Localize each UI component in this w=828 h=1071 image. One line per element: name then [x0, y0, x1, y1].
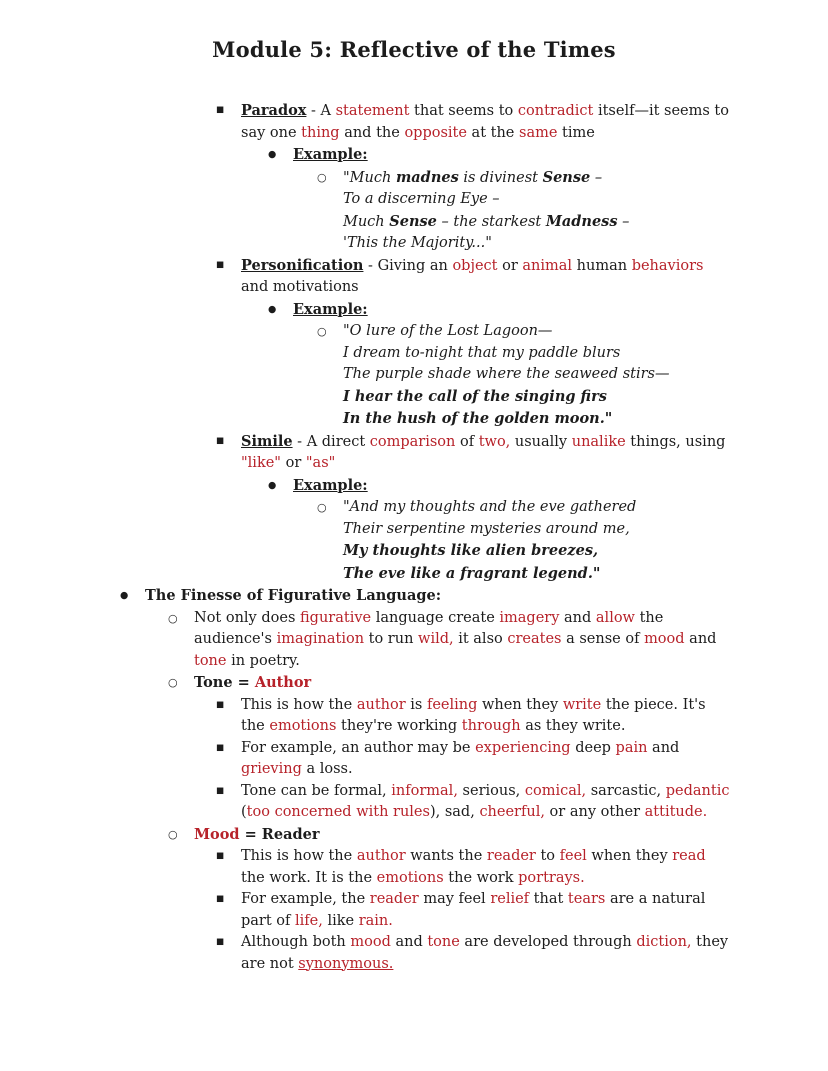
highlighted-text: Mood [194, 825, 240, 843]
highlighted-text: two, [478, 433, 511, 450]
text-segment: wants the [405, 848, 487, 864]
text-segment: - Giving an [363, 257, 453, 274]
text-segment: In the hush of the golden moon." [343, 410, 613, 427]
text-segment: itself—it seems to say one [241, 103, 729, 141]
text-segment: deep [570, 739, 616, 756]
list-item [97, 608, 731, 673]
list-item-text [241, 255, 731, 299]
text-segment: may feel [418, 891, 491, 907]
list-item [97, 144, 731, 167]
list-item-text [343, 167, 731, 255]
highlighted-text: cheerful, [479, 804, 545, 820]
text-segment: to [535, 848, 560, 864]
text-segment: Not only does [194, 609, 301, 626]
text-segment: are developed through [459, 934, 637, 950]
text-segment: the work [443, 869, 519, 886]
highlighted-text: creates [507, 631, 562, 647]
text-segment: and [647, 739, 680, 756]
text-segment: For example, the [241, 891, 370, 907]
list-item-text [241, 889, 731, 932]
text-segment: the audience's [194, 609, 664, 647]
highlighted-text: wild, [418, 631, 454, 647]
page-title: Module 5: Reflective of the Times [212, 37, 616, 62]
text-segment: Sense [389, 212, 437, 230]
highlighted-text: read [672, 848, 706, 864]
highlighted-text: allow [595, 609, 635, 626]
text-segment: sarcastic, [586, 782, 666, 799]
list-item-text [343, 321, 731, 431]
list-item-text [241, 431, 731, 475]
text-segment: I hear the call of the singing firs [343, 387, 607, 405]
text-segment: Sense [542, 168, 591, 186]
highlighted-text: same [519, 124, 558, 141]
highlighted-text: attitude. [644, 804, 708, 820]
square-bullet-icon: ■ [216, 435, 225, 446]
highlighted-text: pain [615, 739, 648, 756]
text-segment: = Reader [239, 825, 320, 843]
text-segment: - A [306, 103, 336, 119]
text-segment: Paradox [241, 102, 307, 119]
text-segment: they are not [241, 934, 729, 972]
list-item-text [241, 738, 731, 781]
text-segment: Madness [545, 212, 618, 230]
list-item [97, 255, 731, 299]
text-segment: and [684, 631, 717, 647]
text-segment: ( [241, 804, 247, 820]
highlighted-text: object [452, 257, 498, 274]
highlighted-text: emotions [269, 718, 337, 734]
list-item-text [343, 497, 731, 585]
text-segment: is [405, 696, 427, 713]
text-segment: Tone can be formal, [241, 782, 392, 799]
text-segment: to run [364, 631, 419, 647]
highlighted-text: author [356, 848, 406, 864]
highlighted-text: informal, [391, 782, 458, 799]
text-segment: My thoughts like alien breezes, [343, 542, 599, 559]
list-item [97, 167, 731, 255]
highlighted-text: rain. [358, 912, 393, 929]
square-bullet-icon: ■ [216, 785, 225, 796]
text-segment: – the starkest [436, 213, 546, 230]
text-segment: – [617, 213, 630, 230]
text-segment: Example: [293, 476, 368, 494]
square-bullet-icon: ■ [216, 894, 225, 904]
text-segment: they're working [336, 718, 462, 734]
text-segment: when they [586, 848, 673, 864]
highlighted-text: animal [522, 257, 573, 274]
text-segment: For example, an author may be [241, 739, 476, 756]
highlighted-text: synonymous. [298, 955, 394, 972]
highlighted-text: "as" [305, 455, 336, 471]
square-bullet-icon: ■ [216, 699, 225, 710]
text-segment: This is how the [241, 848, 357, 864]
text-segment: - A direct [292, 433, 370, 450]
text-segment: "And my thoughts and the eve gathered [343, 499, 637, 515]
text-segment: The Finesse of Figurative Language: [145, 587, 442, 604]
text-segment: The purple shade where the seaweed stirs— [343, 366, 670, 382]
highlighted-text: thing [301, 124, 340, 141]
text-segment: 'This the Majority..." [343, 235, 492, 251]
disc-bullet-icon: ● [268, 149, 277, 160]
text-segment: – [590, 169, 603, 186]
text-segment: serious, [457, 782, 525, 799]
circle-bullet-icon: ○ [168, 676, 178, 689]
list-item-text [241, 695, 731, 738]
list-item-text [194, 824, 731, 847]
text-segment: Personification [241, 256, 364, 274]
text-segment: when they [477, 696, 563, 713]
disc-bullet-icon: ● [268, 303, 277, 315]
text-segment: at the [466, 124, 519, 141]
text-segment: Example: [293, 300, 368, 318]
square-bullet-icon: ■ [216, 851, 225, 861]
highlighted-text: imagination [276, 631, 365, 647]
circle-bullet-icon: ○ [168, 611, 178, 625]
text-segment: time [557, 124, 595, 141]
highlighted-text: experiencing [475, 739, 571, 756]
highlighted-text: portrays. [518, 869, 585, 886]
square-bullet-icon: ■ [216, 937, 225, 947]
text-segment: and motivations [241, 279, 359, 295]
highlighted-text: reader [369, 891, 419, 907]
highlighted-text: too concerned with rules [246, 804, 430, 820]
text-segment: Tone = [194, 674, 255, 691]
text-segment: and [390, 934, 428, 950]
highlighted-text: comical, [524, 782, 587, 799]
list-item-text [194, 672, 731, 695]
text-segment: or [280, 455, 306, 471]
list-item-text [293, 144, 731, 167]
text-segment: language create [371, 609, 500, 626]
list-item [97, 889, 731, 932]
list-item [97, 431, 731, 475]
text-segment: Their serpentine mysteries around me, [343, 520, 630, 537]
list-item [97, 932, 731, 975]
list-item-text [241, 781, 731, 824]
text-segment: and [559, 609, 596, 626]
text-segment: or any other [544, 804, 645, 820]
highlighted-text: pedantic [665, 782, 730, 799]
circle-bullet-icon: ○ [317, 501, 327, 514]
highlighted-text: feel [559, 848, 587, 864]
text-segment: ), sad, [429, 804, 480, 820]
highlighted-text: feeling [426, 696, 478, 713]
list-item [97, 585, 731, 608]
text-segment: a sense of [561, 631, 645, 647]
list-item [97, 824, 731, 847]
text-segment: the piece. It's the [241, 696, 706, 734]
list-item-text [293, 475, 731, 498]
highlighted-text: tears [567, 891, 606, 907]
list-item-text [241, 932, 731, 975]
highlighted-text: grieving [241, 761, 302, 777]
list-item [97, 100, 731, 144]
highlighted-text: mood [350, 934, 391, 950]
highlighted-text: write [562, 696, 602, 713]
text-segment: Simile [241, 432, 293, 450]
text-segment: that [529, 891, 568, 907]
text-segment: are a natural part of [241, 891, 706, 929]
text-segment: madnes [395, 168, 459, 186]
text-segment: it also [453, 631, 508, 647]
text-segment: This is how the [241, 696, 357, 713]
highlighted-text: imagery [499, 609, 560, 626]
highlighted-text: contradict [517, 103, 594, 119]
highlighted-text: statement [335, 103, 410, 119]
list-item-text [241, 846, 731, 889]
highlighted-text: "like" [241, 455, 281, 471]
list-item [97, 695, 731, 738]
square-bullet-icon: ■ [216, 105, 225, 115]
document-body [97, 100, 731, 975]
text-segment: as they write. [520, 718, 626, 734]
highlighted-text: author [356, 696, 406, 713]
highlighted-text: diction, [636, 934, 692, 950]
square-bullet-icon: ■ [216, 259, 225, 270]
highlighted-text: reader [486, 848, 536, 864]
highlighted-text: through [461, 718, 521, 734]
list-item [97, 672, 731, 695]
text-segment: usually [510, 433, 572, 450]
square-bullet-icon: ■ [216, 742, 225, 753]
text-segment: "O lure of the Lost Lagoon— [343, 323, 553, 339]
text-segment: of [455, 433, 479, 450]
list-item [97, 738, 731, 781]
list-item [97, 299, 731, 322]
circle-bullet-icon: ○ [317, 170, 327, 184]
text-segment: The eve like a fragrant legend." [343, 564, 601, 582]
disc-bullet-icon: ● [120, 590, 129, 601]
text-segment: human [572, 257, 632, 274]
list-item [97, 475, 731, 498]
text-segment: Example: [293, 146, 368, 163]
text-segment: Much [343, 213, 390, 230]
list-item [97, 781, 731, 824]
text-segment: is divinest [458, 169, 543, 186]
text-segment: that seems to [409, 103, 518, 119]
text-segment: like [322, 912, 359, 929]
text-segment: or [497, 257, 523, 274]
text-segment: Although both [241, 934, 351, 950]
highlighted-text: mood [644, 631, 685, 647]
text-segment: I dream to-night that my paddle blurs [343, 344, 621, 361]
text-segment: and the [339, 124, 405, 141]
text-segment: "Much [343, 169, 396, 186]
highlighted-text: relief [490, 891, 530, 907]
highlighted-text: unalike [571, 433, 626, 450]
circle-bullet-icon: ○ [168, 827, 178, 841]
highlighted-text: emotions [376, 869, 444, 886]
highlighted-text: life, [295, 912, 323, 929]
list-item [97, 497, 731, 585]
circle-bullet-icon: ○ [317, 325, 327, 338]
list-item [97, 846, 731, 889]
text-segment: in poetry. [226, 652, 300, 669]
highlighted-text: opposite [404, 124, 467, 141]
list-item-text [241, 100, 731, 144]
text-segment: To a discerning Eye – [343, 191, 500, 207]
highlighted-text: comparison [369, 433, 456, 450]
list-item-text [194, 608, 731, 673]
list-item-text [293, 299, 731, 322]
highlighted-text: tone [427, 934, 460, 950]
text-segment: a loss. [301, 761, 353, 777]
highlighted-text: Author [254, 674, 312, 691]
list-item [97, 321, 731, 431]
highlighted-text: figurative [300, 609, 372, 626]
highlighted-text: behaviors [631, 257, 704, 274]
text-segment: things, using [625, 433, 726, 450]
disc-bullet-icon: ● [268, 479, 277, 491]
list-item-text [145, 585, 731, 608]
text-segment: the work. It is the [241, 869, 377, 886]
highlighted-text: tone [194, 652, 227, 669]
